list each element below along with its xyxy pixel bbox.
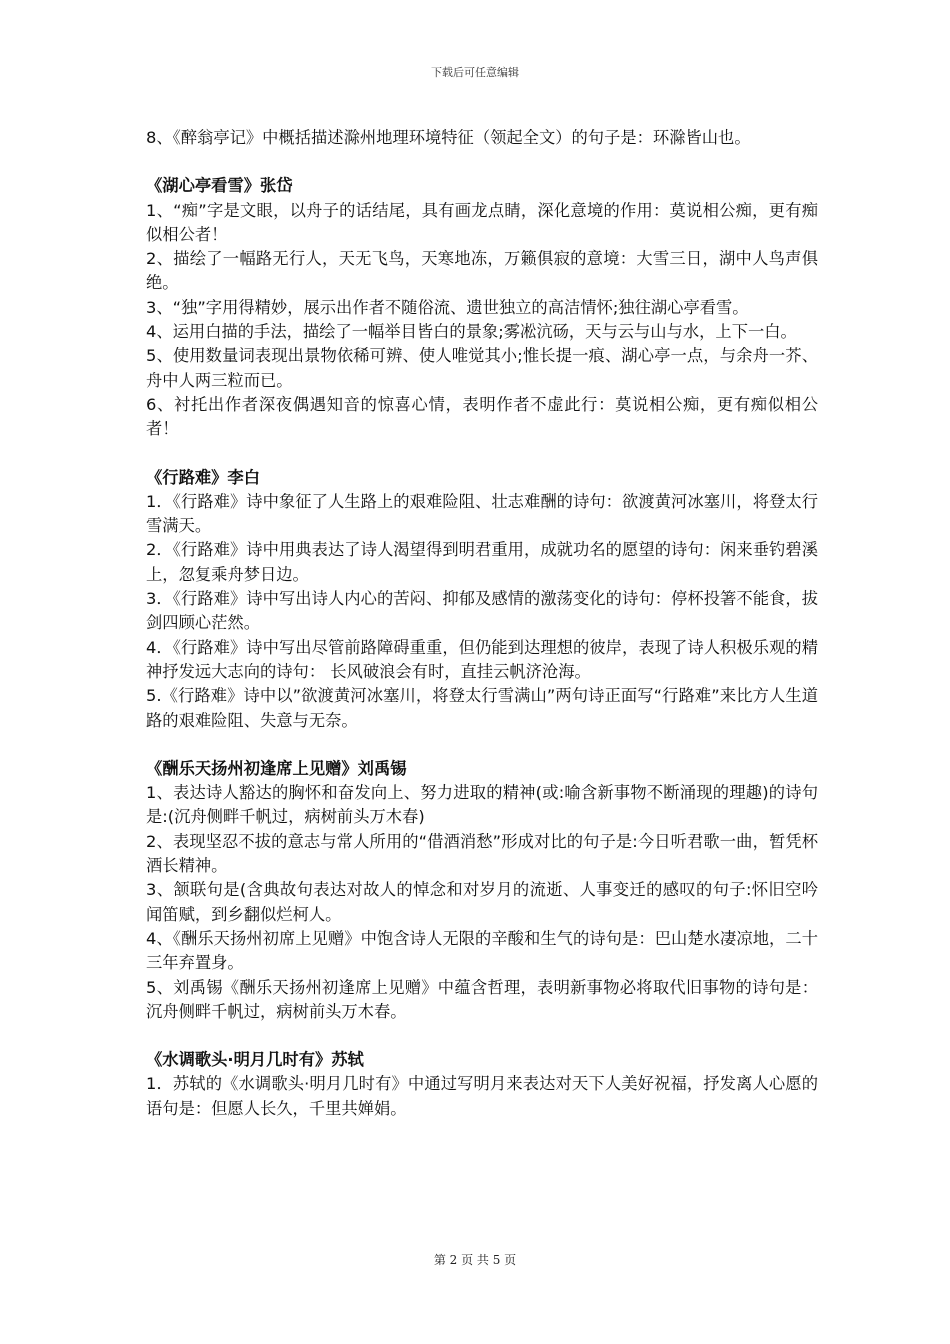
section-title: 《酬乐天扬州初逢席上见赠》刘禹锡 <box>146 758 407 778</box>
section-title: 《水调歌头·明月几时有》苏轼 <box>146 1050 364 1070</box>
list-item: 2．《行路难》诗中用典表达了诗人渴望得到明君重用，成就功名的愿望的诗句：闲来垂钓碧溪上，忽复乘舟梦日边。 <box>146 540 818 584</box>
paragraph-item8: 8、《醉翁亭记》中概括描述滁州地理环境特征（领起全文）的句子是：环滁皆山也。 <box>146 128 751 147</box>
spacer <box>146 733 818 757</box>
list-item: 2、描绘了一幅路无行人，天无飞鸟，天寒地冻，万籁俱寂的意境：大雪三日，湖中人鸟声俱绝。 <box>146 249 818 293</box>
list-item: 5、刘禹锡《酬乐天扬州初逢席上见赠》中蕴含哲理，表明新事物必将取代旧事物的诗句是：沉舟侧畔千帆过，病树前头万木春。 <box>146 977 818 1021</box>
section-title: 《湖心亭看雪》张岱 <box>146 176 293 196</box>
spacer <box>146 442 818 466</box>
list-item: 1．《行路难》诗中象征了人生路上的艰难险阻、壮志难酬的诗句：欲渡黄河冰塞川，将登太行雪满天。 <box>146 491 818 536</box>
section-chouletian <box>146 757 818 1024</box>
page-header: 下载后可任意编辑 <box>431 66 519 79</box>
list-item: 2、表现坚忍不拔的意志与常人所用的“借酒消愁”形成对比的句子是:今日听君歌一曲，暂凭杯酒长精神。 <box>146 831 818 876</box>
list-item: 4、《酬乐天扬州初席上见赠》中饱含诗人无限的辛酸和生气的诗句是：巴山楚水凄凉地，二十三年弃置身。 <box>146 928 818 973</box>
list-item: 1．苏轼的《水调歌头·明月几时有》中通过写明月来表达对天下人美好祝福，抒发离人心愿的语句是：但愿人长久，千里共婵娟。 <box>146 1074 818 1118</box>
list-item: 3、颔联句是(含典故句表达对故人的悼念和对岁月的流逝、人事变迁的感叹的句子:怀旧空吟闻笛赋，到乡翻似烂柯人。 <box>146 880 818 924</box>
list-item: 3．《行路难》诗中写出诗人内心的苦闷、抑郁及感情的激荡变化的诗句：停杯投箸不能食，拔剑四顾心茫然。 <box>146 589 818 633</box>
spacer <box>146 1024 818 1048</box>
document-body <box>146 126 818 1121</box>
section-shuidiaogetou <box>146 1048 818 1121</box>
section-xinglunan <box>146 466 818 733</box>
spacer <box>146 150 818 174</box>
list-item: 4．《行路难》诗中写出尽管前路障碍重重，但仍能到达理想的彼岸，表现了诗人积极乐观的精神抒发远大志向的诗句： 长风破浪会有时，直挂云帆济沧海。 <box>146 637 818 681</box>
list-item: 1、“痴”字是文眼，以舟子的话结尾，具有画龙点睛，深化意境的作用：莫说相公痴，更有痴似相公者！ <box>146 200 818 244</box>
section-huxinting <box>146 174 818 441</box>
list-item: 1、表达诗人豁达的胸怀和奋发向上、努力进取的精神(或:喻含新事物不断涌现的理趣)的诗句是:(沉舟侧畔千帆过，病树前头万木春) <box>146 783 818 827</box>
page-footer: 第 2 页 共 5 页 <box>433 1253 517 1267</box>
section-title: 《行路难》李白 <box>146 467 260 487</box>
list-item: 4、运用白描的手法，描绘了一幅举目皆白的景象;雾凇沆砀，天与云与山与水，上下一白。 <box>146 322 797 342</box>
list-item: 5、使用数量词表现出景物依稀可辨、使人唯觉其小;惟长提一痕、湖心亭一点，与余舟一芥、舟中人两三粒而已。 <box>146 346 818 390</box>
list-item: 3、“独”字用得精妙，展示出作者不随俗流、遗世独立的高洁情怀;独往湖心亭看雪。 <box>146 297 749 317</box>
list-item: 6、衬托出作者深夜偶遇知音的惊喜心情，表明作者不虚此行：莫说相公痴，更有痴似相公者！ <box>146 394 818 439</box>
list-item: 5.《行路难》诗中以”欲渡黄河冰塞川，将登太行雪满山”两句诗正面写“行路难”来比方人生道路的艰难险阻、失意与无奈。 <box>146 686 818 730</box>
